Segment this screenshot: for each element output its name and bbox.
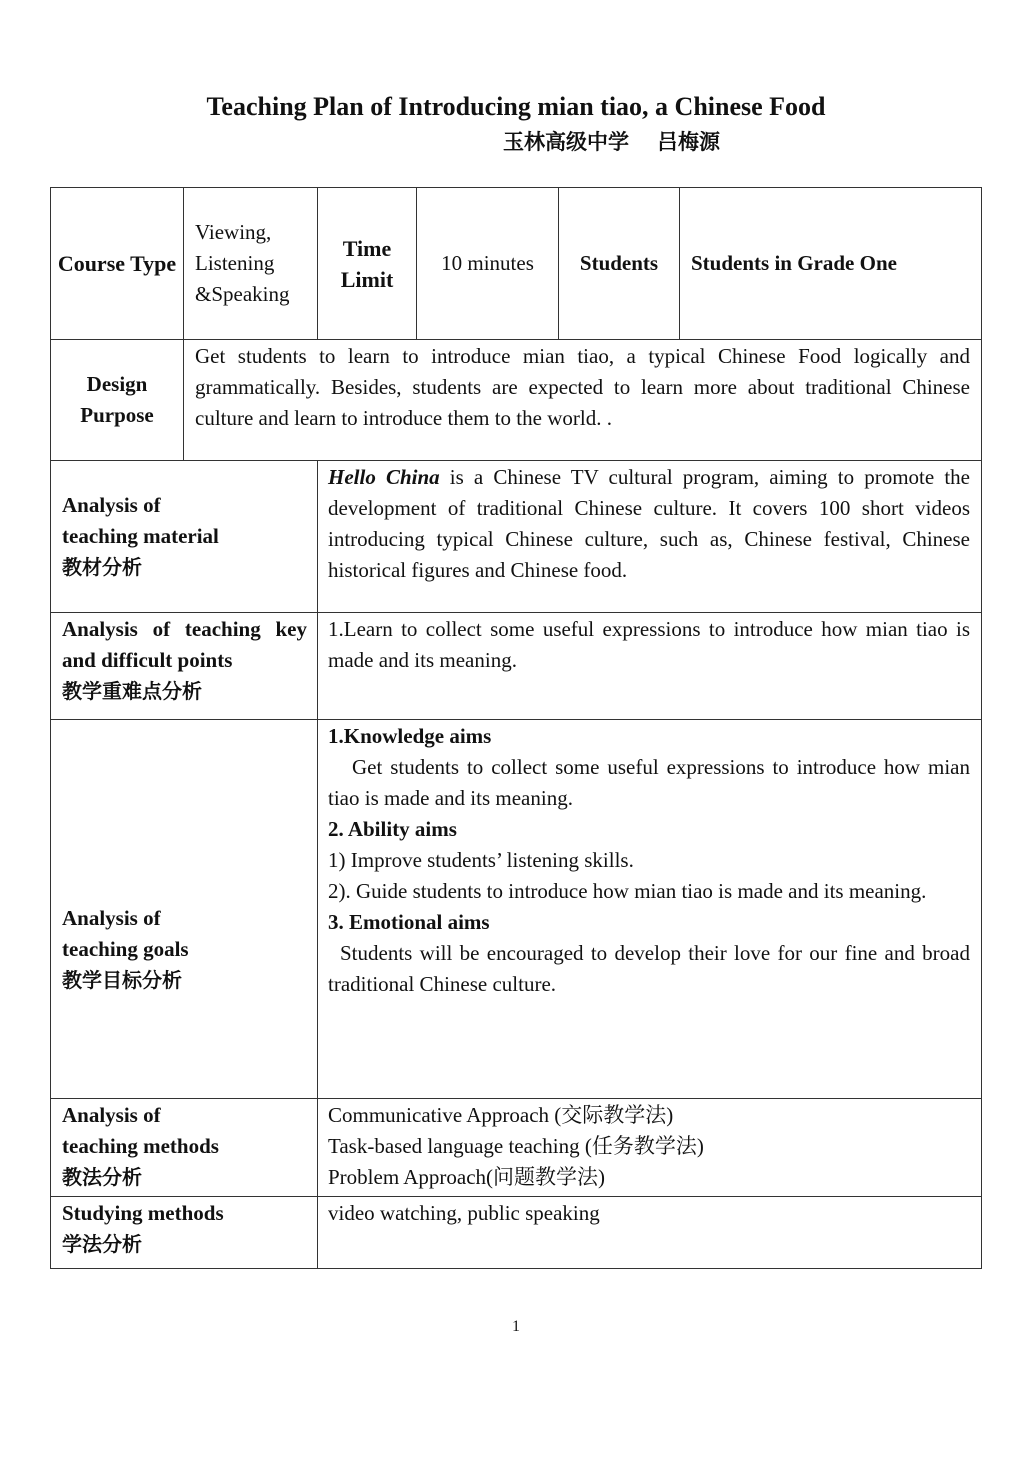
author-name: 吕梅源 [657,130,720,154]
ability-heading: 2. Ability aims [328,817,457,841]
material-description: is a Chinese TV cultural program, aiming to promote the development of traditional Chinese culture. It covers 100 short videos introducing typical Chinese culture, such as, Chinese festival, Chinese historical figures and Chinese food. [328,465,970,582]
keypoints-label-en: Analysis of teaching key and difficult points [62,617,307,672]
keypoints-label [51,613,317,719]
method-item: Task-based language teaching (任务教学法) [328,1134,704,1158]
material-text [318,461,981,612]
methods-list [318,1099,981,1196]
emotional-text: Students will be encouraged to develop their love for our fine and broad traditional Chinese culture. [328,941,970,996]
emotional-heading: 3. Emotional aims [328,910,490,934]
material-label-en-2: teaching material [62,524,219,548]
students-label: Students [579,251,659,275]
studying-label [51,1197,317,1268]
design-purpose-label: Design Purpose [80,372,154,427]
goals-label-en-2: teaching goals [62,937,189,961]
keypoints-label-cn: 教学重难点分析 [62,679,202,703]
material-label-en-1: Analysis of [62,493,161,517]
course-type-value: Viewing, Listening &Speaking [195,220,290,306]
methods-label-en-1: Analysis of [62,1103,161,1127]
time-limit-value: 10 minutes [441,251,534,275]
document-title: Teaching Plan of Introducing mian tiao, a Chinese Food [206,92,826,121]
goals-content [318,720,981,1098]
ability-item-2: 2). Guide students to introduce how mian tiao is made and its meaning. [328,879,927,903]
goals-label [51,720,317,1098]
knowledge-text: Get students to collect some useful expressions to introduce how mian tiao is made and its meaning. [328,755,970,810]
studying-text: video watching, public speaking [328,1201,600,1225]
author-line [503,126,720,156]
methods-label-cn: 教法分析 [62,1165,142,1189]
course-type-label: Course Type [57,251,177,276]
page-number: 1 [512,1318,520,1335]
methods-label-en-2: teaching methods [62,1134,219,1158]
method-item: Communicative Approach (交际教学法) [328,1103,674,1127]
studying-label-en: Studying methods [62,1201,224,1225]
knowledge-heading: 1.Knowledge aims [328,724,492,748]
methods-label [51,1099,317,1196]
goals-label-en-1: Analysis of [62,906,161,930]
ability-item-1: 1) Improve students’ listening skills. [328,848,634,872]
goals-label-cn: 教学目标分析 [62,968,182,992]
studying-label-cn: 学法分析 [62,1232,142,1256]
time-limit-label: Time Limit [340,235,394,292]
school-name: 玉林高级中学 [503,130,629,154]
material-label [51,461,317,612]
students-value: Students in Grade One [691,251,897,275]
method-item: Problem Approach(问题教学法) [328,1165,606,1189]
program-name: Hello China [328,465,440,489]
design-purpose-text: Get students to learn to introduce mian tiao, a typical Chinese Food logically and grammatically. Besides, students are expected to learn more about traditional Chinese culture and learn to introduce them to the world. . [195,344,970,430]
keypoints-text: 1.Learn to collect some useful expressions to introduce how mian tiao is made and its meaning. [328,617,970,672]
material-label-cn: 教材分析 [62,555,142,579]
